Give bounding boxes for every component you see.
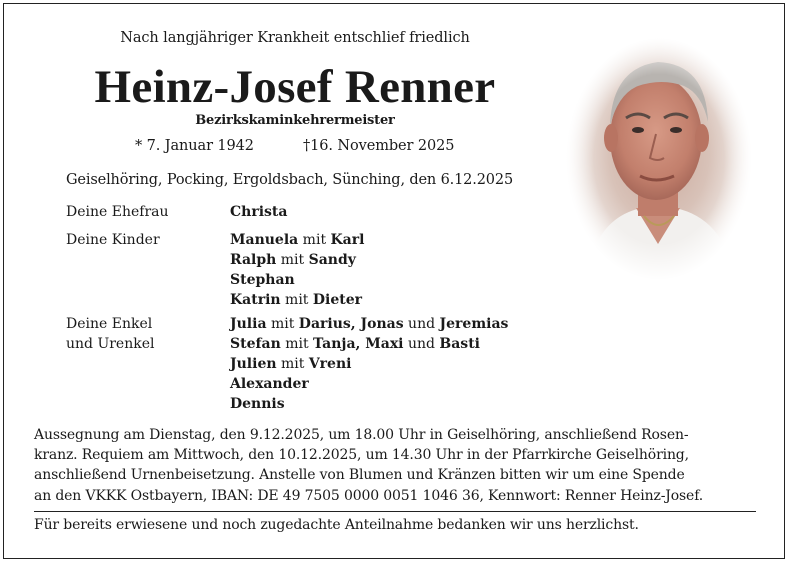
- children-label: Deine Kinder: [66, 232, 160, 248]
- joiner-text: mit: [276, 252, 309, 268]
- divider: [34, 511, 756, 512]
- joiner-text: mit: [280, 336, 314, 352]
- great-grandchildren-label: und Urenkel: [66, 336, 155, 352]
- joiner-text: mit: [276, 356, 309, 372]
- ceremony-line: kranz. Requiem am Mittwoch, den 10.12.2025, um 14.30 Uhr in der Pfarrkirche Geiselhöring,: [34, 447, 689, 464]
- birth-date: * 7. Januar 1942: [135, 138, 254, 154]
- partner-name: Tanja, Maxi: [313, 336, 404, 352]
- place-and-date: Geiselhöring, Pocking, Ergoldsbach, Sünching, den 6.12.2025: [66, 172, 514, 188]
- ceremony-line: an den VKKK Ostbayern, IBAN: DE 49 7505 0000 0051 1046 36, Kennwort: Renner Heinz-Josef.: [34, 487, 704, 504]
- wife-label: Deine Ehefrau: [66, 204, 169, 220]
- thanks-text: Für bereits erwiesene und noch zugedachte Anteilnahme bedanken wir uns herzlichst.: [34, 517, 639, 533]
- partner-name: Dieter: [312, 292, 362, 308]
- deceased-name: Heinz-Josef Renner: [94, 61, 496, 113]
- portrait-photo: [566, 38, 752, 280]
- partner-name: Jeremias: [439, 316, 509, 332]
- grandchild-name: Julien: [230, 356, 277, 372]
- child-name: Stephan: [230, 272, 295, 288]
- grandchildren-label: Deine Enkel: [66, 316, 153, 332]
- partner-name: Basti: [439, 336, 480, 352]
- profession-text: Bezirkskaminkehrermeister: [195, 113, 395, 128]
- ceremony-text: [34, 425, 758, 506]
- partner-name: Karl: [330, 232, 365, 248]
- grandchild-name: Julia: [230, 316, 267, 332]
- joiner-text: und: [403, 316, 440, 332]
- joiner-text: mit: [298, 232, 331, 248]
- death-date: †16. November 2025: [303, 138, 455, 154]
- partner-name: Vreni: [308, 356, 352, 372]
- ceremony-line: anschließend Urnenbeisetzung. Anstelle von Blumen und Kränzen bitten wir um eine Spende: [34, 467, 685, 484]
- partner-name: Darius, Jonas: [298, 316, 404, 332]
- portrait-illustration: [566, 38, 752, 280]
- joiner-text: mit: [280, 292, 313, 308]
- grandchild-name: Alexander: [230, 376, 309, 392]
- joiner-text: mit: [266, 316, 299, 332]
- child-name: Manuela: [230, 232, 299, 248]
- partner-name: Sandy: [308, 252, 356, 268]
- intro-text: Nach langjähriger Krankheit entschlief friedlich: [120, 30, 470, 46]
- child-name: Katrin: [230, 292, 281, 308]
- wife-name: Christa: [230, 204, 288, 220]
- child-name: Ralph: [230, 252, 277, 268]
- ceremony-line: Aussegnung am Dienstag, den 9.12.2025, um 18.00 Uhr in Geiselhöring, anschließend Rosen-: [34, 427, 689, 443]
- grandchild-name: Stefan: [230, 336, 281, 352]
- grandchild-name: Dennis: [230, 396, 285, 412]
- joiner-text: und: [403, 336, 440, 352]
